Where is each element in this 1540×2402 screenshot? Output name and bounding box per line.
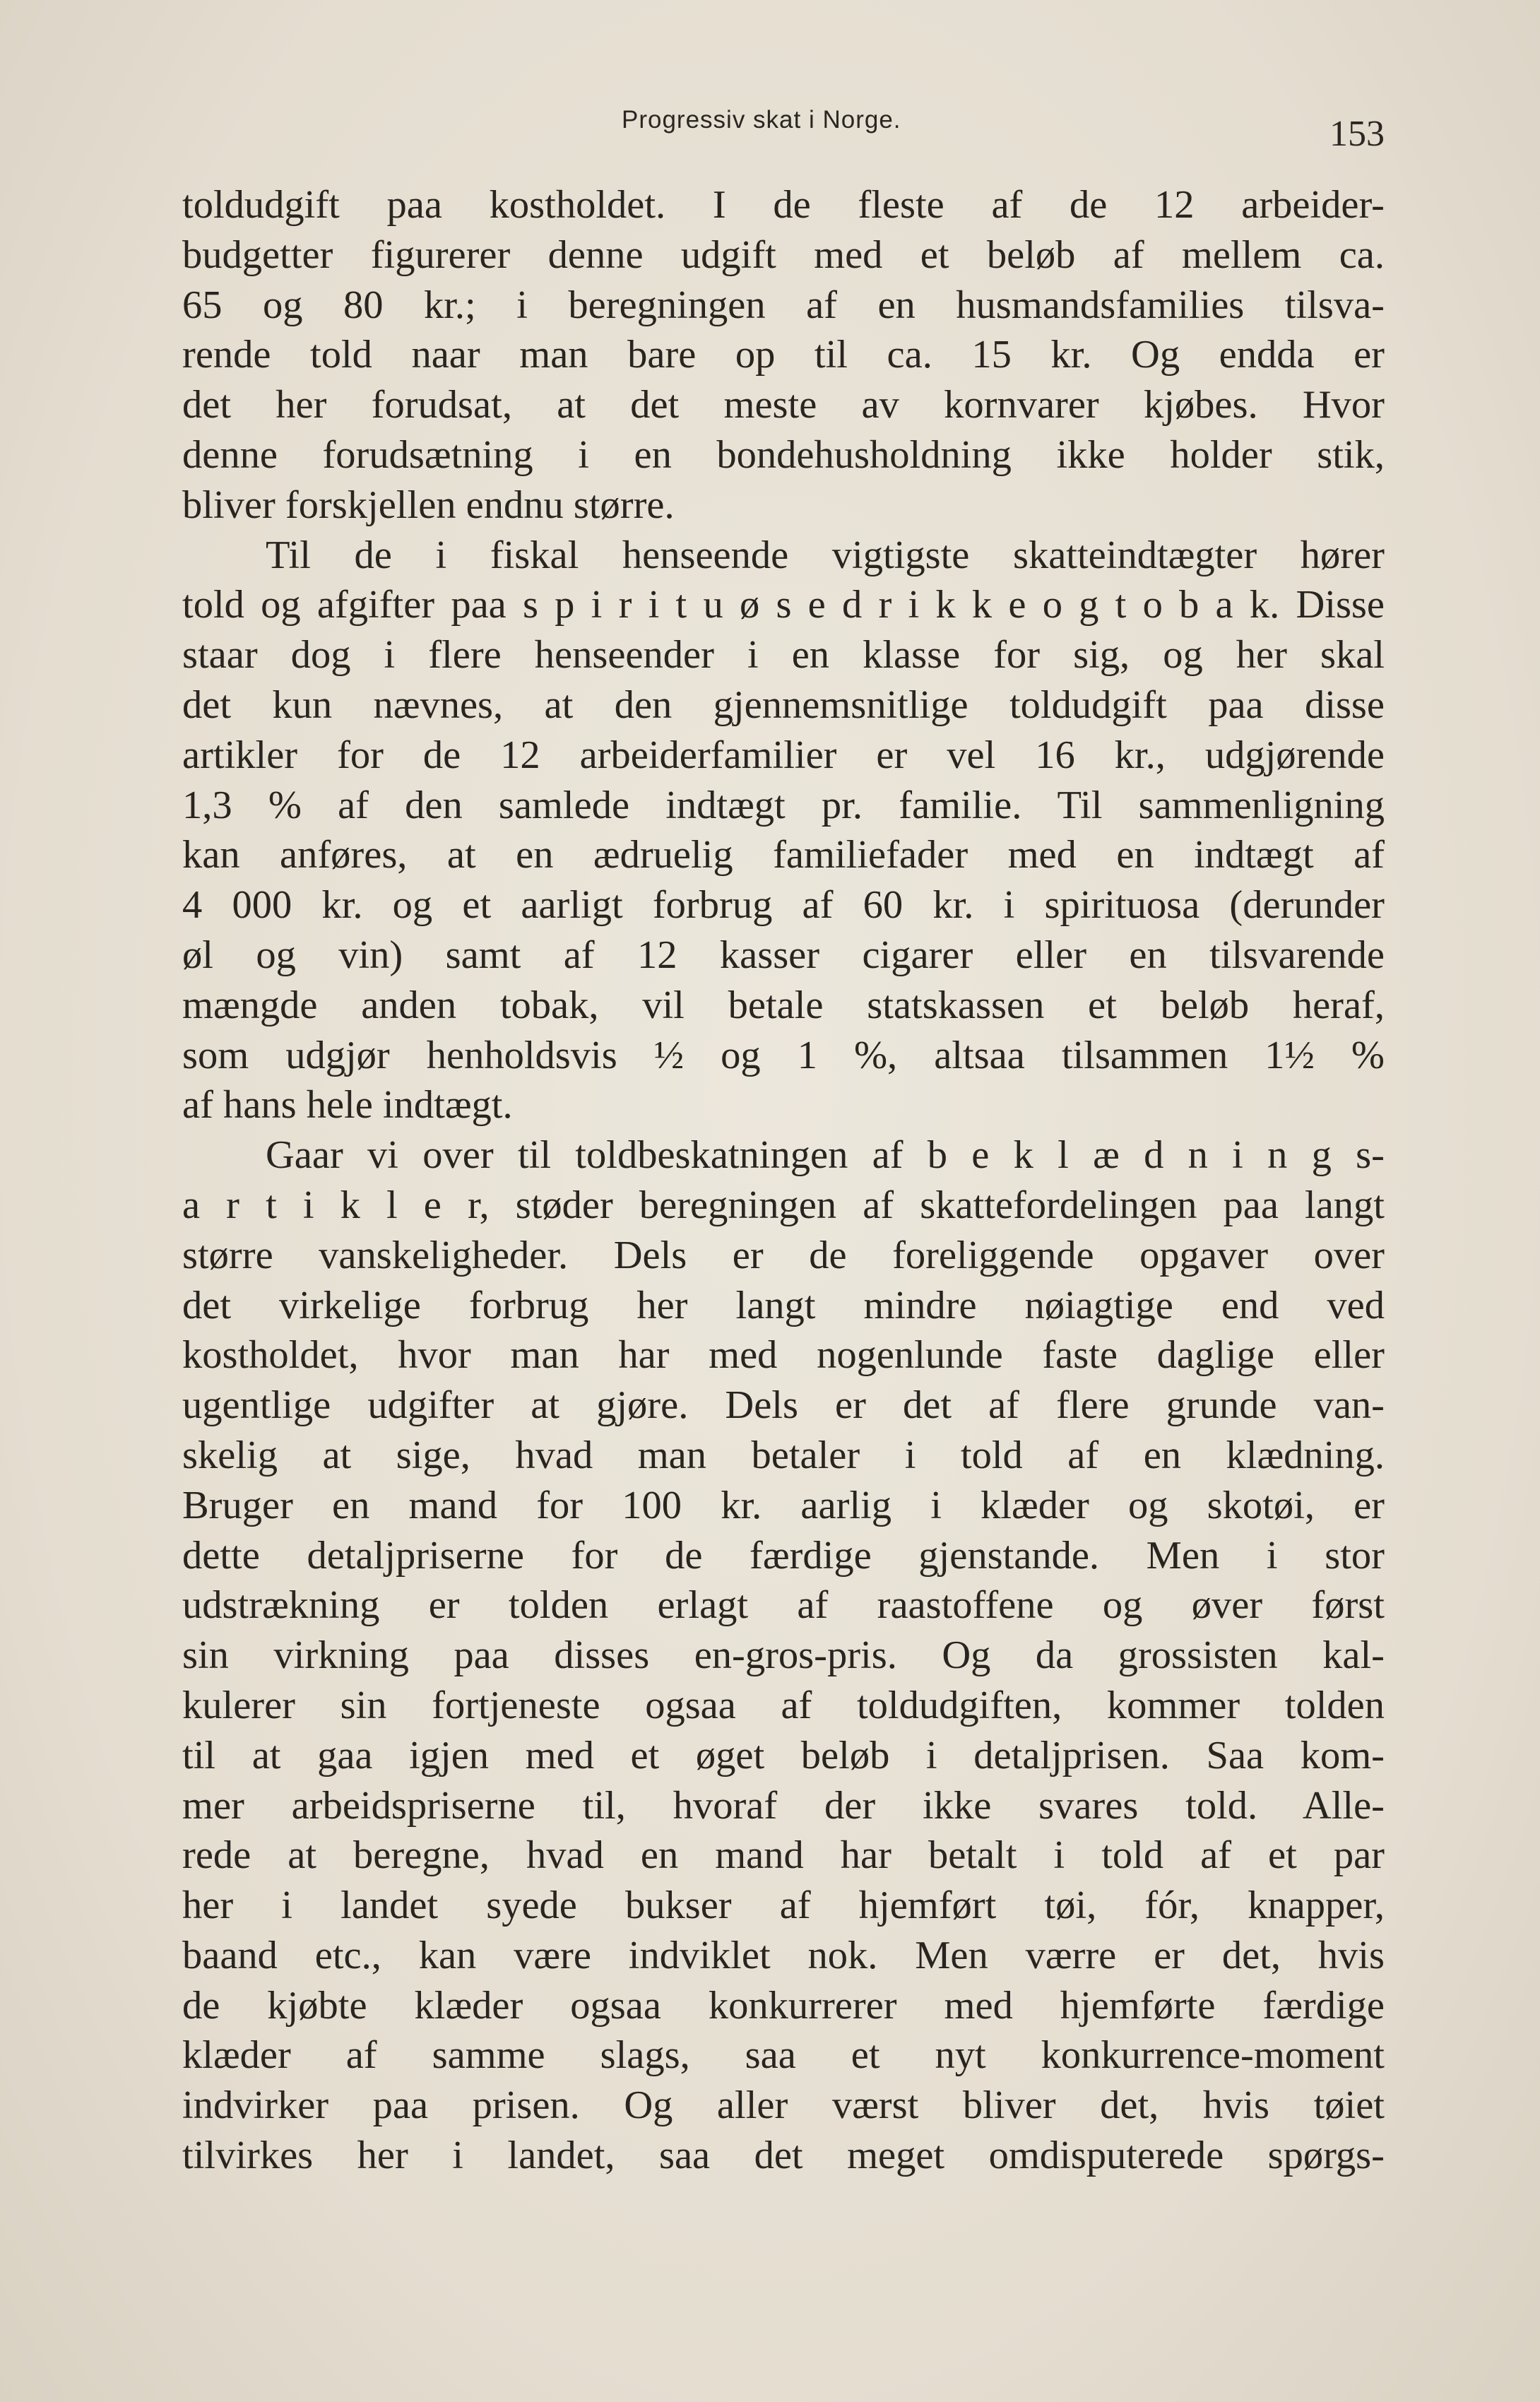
text-line: bliver forskjellen endnu større. — [182, 483, 675, 527]
text-line: staar dog i flere henseender i en klasse for sig, og her skal — [182, 633, 1385, 678]
text-line: baand etc., kan være indviklet nok. Men værre er det, hvis — [182, 1933, 1385, 1977]
text-line: artikler for de 12 arbeiderfamilier er vel 16 kr., udgjørende — [182, 733, 1385, 777]
text-line: mængde anden tobak, vil betale statskassen et beløb heraf, — [182, 983, 1385, 1027]
text-line: mer arbeidspriserne til, hvoraf der ikke svares told. Alle- — [182, 1783, 1385, 1828]
text-line: øl og vin) samt af 12 kasser cigarer eller en tilsvarende — [182, 933, 1385, 977]
text-line: denne forudsætning i en bondehusholdning ikke holder stik, — [182, 432, 1385, 477]
text-line: udstrækning er tolden erlagt af raastoffene og øver først — [182, 1583, 1385, 1628]
text-line: budgetter figurerer denne udgift med et beløb af mellem ca. — [182, 232, 1385, 277]
text-line: 4 000 kr. og et aarligt forbrug af 60 kr. i spirituosa (derunder — [182, 883, 1385, 928]
text-line: kostholdet, hvor man har med nogenlunde faste daglige eller — [182, 1333, 1385, 1378]
text-line: de kjøbte klæder ogsaa konkurrerer med hjemførte færdige — [182, 1983, 1385, 2028]
text-line: tilvirkes her i landet, saa det meget omdisputerede spørgs- — [182, 2134, 1385, 2178]
text-line: Bruger en mand for 100 kr. aarlig i klæder og skotøi, er — [182, 1483, 1385, 1527]
text-line: indvirker paa prisen. Og aller værst bliver det, hvis tøiet — [182, 2083, 1385, 2128]
text-line: det virkelige forbrug her langt mindre nøiagtige end ved — [182, 1283, 1385, 1327]
text-line: 65 og 80 kr.; i beregningen af en husmandsfamilies tilsva- — [182, 283, 1385, 327]
text-line: klæder af samme slags, saa et nyt konkurrence-moment — [182, 2033, 1385, 2078]
text-line: til at gaa igjen med et øget beløb i detaljprisen. Saa kom- — [182, 1733, 1385, 1777]
text-line: her i landet syede bukser af hjemført tøi, fór, knapper, — [182, 1883, 1385, 1928]
text-line: det kun nævnes, at den gjennemsnitlige toldudgift paa disse — [182, 682, 1385, 727]
text-line: a r t i k l e r, støder beregningen af skattefordelingen paa langt — [182, 1183, 1385, 1227]
text-line: ugentlige udgifter at gjøre. Dels er det af flere grunde van- — [182, 1383, 1385, 1428]
text-line: skelig at sige, hvad man betaler i told af en klædning. — [182, 1433, 1385, 1477]
text-line: kan anføres, at en ædruelig familiefader med en indtægt af — [182, 833, 1385, 877]
text-line: told og afgifter paa s p i r i t u ø s e d r i k k e o g t o b a k. Disse — [182, 583, 1385, 627]
running-title: Progressiv skat i Norge. — [622, 106, 901, 134]
text-line: af hans hele indtægt. — [182, 1083, 513, 1128]
text-line: Gaar vi over til toldbeskatningen af b e k l æ d n i n g s- — [266, 1133, 1385, 1178]
text-line: det her forudsat, at det meste av kornvarer kjøbes. Hvor — [182, 383, 1385, 427]
text-line: dette detaljpriserne for de færdige gjenstande. Men i stor — [182, 1533, 1385, 1578]
text-line: Til de i fiskal henseende vigtigste skatteindtægter hører — [266, 533, 1385, 577]
text-line: som udgjør henholdsvis ½ og 1 %, altsaa tilsammen 1½ % — [182, 1033, 1385, 1077]
text-line: 1,3 % af den samlede indtægt pr. familie. Til sammenligning — [182, 783, 1385, 827]
page-number: 153 — [1329, 114, 1385, 154]
text-line: toldudgift paa kostholdet. I de fleste af de 12 arbeider- — [182, 183, 1385, 227]
text-line: rede at beregne, hvad en mand har betalt i told af et par — [182, 1833, 1385, 1878]
body-text — [182, 180, 1385, 2181]
text-line: kulerer sin fortjeneste ogsaa af toldudgiften, kommer tolden — [182, 1683, 1385, 1727]
text-line: større vanskeligheder. Dels er de foreliggende opgaver over — [182, 1233, 1385, 1277]
text-line: sin virkning paa disses en-gros-pris. Og da grossisten kal- — [182, 1633, 1385, 1678]
text-line: rende told naar man bare op til ca. 15 kr. Og endda er — [182, 333, 1385, 377]
